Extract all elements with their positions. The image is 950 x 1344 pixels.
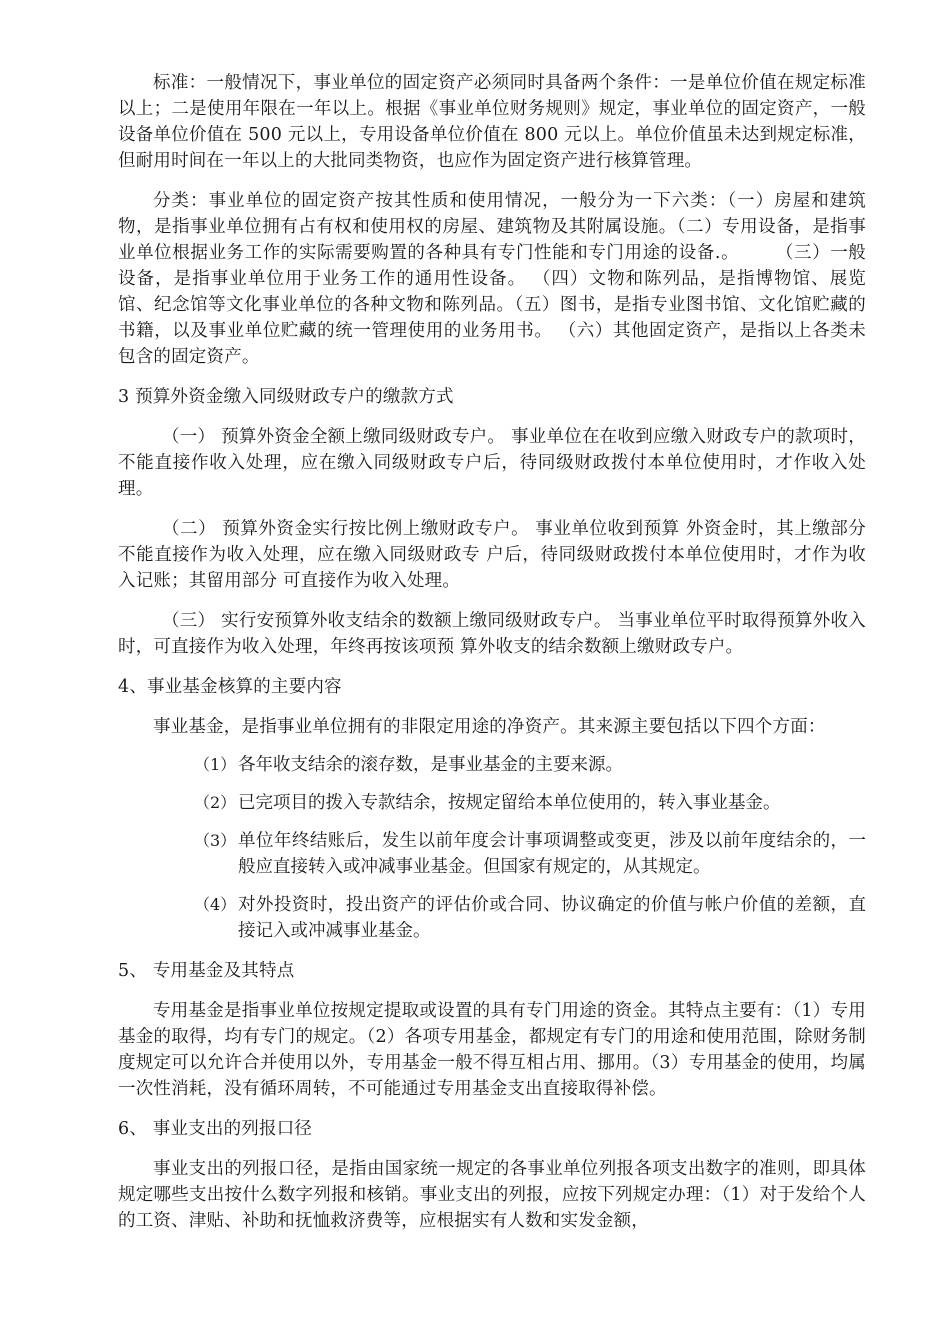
list-item-text: 各年收支结余的滚存数，是事业基金的主要来源。 xyxy=(238,755,623,775)
heading-section-3: 3 预算外资金缴入同级财政专户的缴款方式 xyxy=(118,387,454,407)
paragraph-business-fund: 事业基金，是指事业单位拥有的非限定用途的净资产。其来源主要包括以下四个方面： xyxy=(153,717,826,737)
paragraph-standard: 标准：一般情况下，事业单位的固定资产必须同时具备两个条件：一是单位价值在规定标准以上；二是使用年限在一年以上。根据《事业单位财务规则》规定，事业单位的固定资产，一般设备单位价值在 500 元以上，专用设备单位价值在 800 元以上。单位价值虽未达到规定标准，但耐用时间在一年以上的大批同类物资，也应作为固定资产进行核算管理。 xyxy=(118,73,866,171)
paragraph-method-1: （一） 预算外资金全额上缴同级财政专户。 事业单位在在收到应缴入财政专户的款项时，不能直接作收入处理，应在缴入同级财政专户后，待同级财政拨付本单位使用时，才作收入处理。 xyxy=(118,427,866,499)
paragraph-method-3: （三） 实行安预算外收支结余的数额上缴同级财政专户。 当事业单位平时取得预算外收入时，可直接作为收入处理，年终再按该项预 算外收支的结余数额上缴财政专户。 xyxy=(118,611,866,657)
list-item-text: 单位年终结账后，发生以前年度会计事项调整或变更，涉及以前年度结余的，一般应直接转入或冲减事业基金。但国家有规定的，从其规定。 xyxy=(238,831,866,877)
paragraph-special-fund: 专用基金是指事业单位按规定提取或设置的具有专门用途的资金。其特点主要有：（1）专用基金的取得，均有专门的规定。（2）各项专用基金，都规定有专门的用途和使用范围，除财务制度规定可以允许合并使用以外，专用基金一般不得互相占用、挪用。（3）专用基金的使用，均属一次性消耗，没有循环周转，不可能通过专用基金支出直接取得补偿。 xyxy=(118,1001,866,1099)
list-item xyxy=(118,752,866,778)
list-item-text: 已完项目的拨入专款结余，按规定留给本单位使用的，转入事业基金。 xyxy=(238,793,781,813)
list-item xyxy=(118,790,866,816)
heading-section-6: 6、 事业支出的列报口径 xyxy=(118,1119,313,1139)
list-item-text: 对外投资时，投出资产的评估价或合同、协议确定的价值与帐户价值的差额，直接记入或冲减事业基金。 xyxy=(238,895,866,941)
list-item xyxy=(118,892,866,944)
paragraph-method-2: （二） 预算外资金实行按比例上缴财政专户。 事业单位收到预算 外资金时，其上缴部分不能直接作为收入处理，应在缴入同级财政专 户后，待同级财政拨付本单位使用时，才作为收入记账；其留用部分 可直接作为收入处理。 xyxy=(118,519,866,591)
document-page xyxy=(118,70,866,1234)
paragraph-expenditure-reporting: 事业支出的列报口径，是指由国家统一规定的各事业单位列报各项支出数字的准则，即具体规定哪些支出按什么数字列报和核销。事业支出的列报，应按下列规定办理：（1）对于发给个人的工资、津贴、补助和抚恤救济费等，应根据实有人数和实发金额， xyxy=(118,1159,866,1231)
list-item-number: （2） xyxy=(194,793,237,812)
heading-section-4: 4、事业基金核算的主要内容 xyxy=(118,677,342,697)
heading-section-5: 5、 专用基金及其特点 xyxy=(118,961,295,981)
list-item-number: （3） xyxy=(194,831,237,850)
paragraph-classification: 分类：事业单位的固定资产按其性质和使用情况，一般分为一下六类：（一）房屋和建筑物，是指事业单位拥有占有权和使用权的房屋、建筑物及其附属设施。（二）专用设备，是指事业单位根据业务工作的实际需要购置的各种具有专门性能和专门用途的设备.。 （三）一般设备，是指事业单位用于业务工作的通用性设备。 （四）文物和陈列品，是指博物馆、展览馆、纪念馆等文化事业单位的各种文物和陈列品。（五）图书，是指专业图书馆、文化馆贮藏的书籍，以及事业单位贮藏的统一管理使用的业务用书。 （六）其他固定资产，是指以上各类未包含的固定资产。 xyxy=(118,191,866,367)
list-item xyxy=(118,828,866,880)
list-item-number: （1） xyxy=(194,755,237,774)
list-item-number: （4） xyxy=(194,895,237,914)
